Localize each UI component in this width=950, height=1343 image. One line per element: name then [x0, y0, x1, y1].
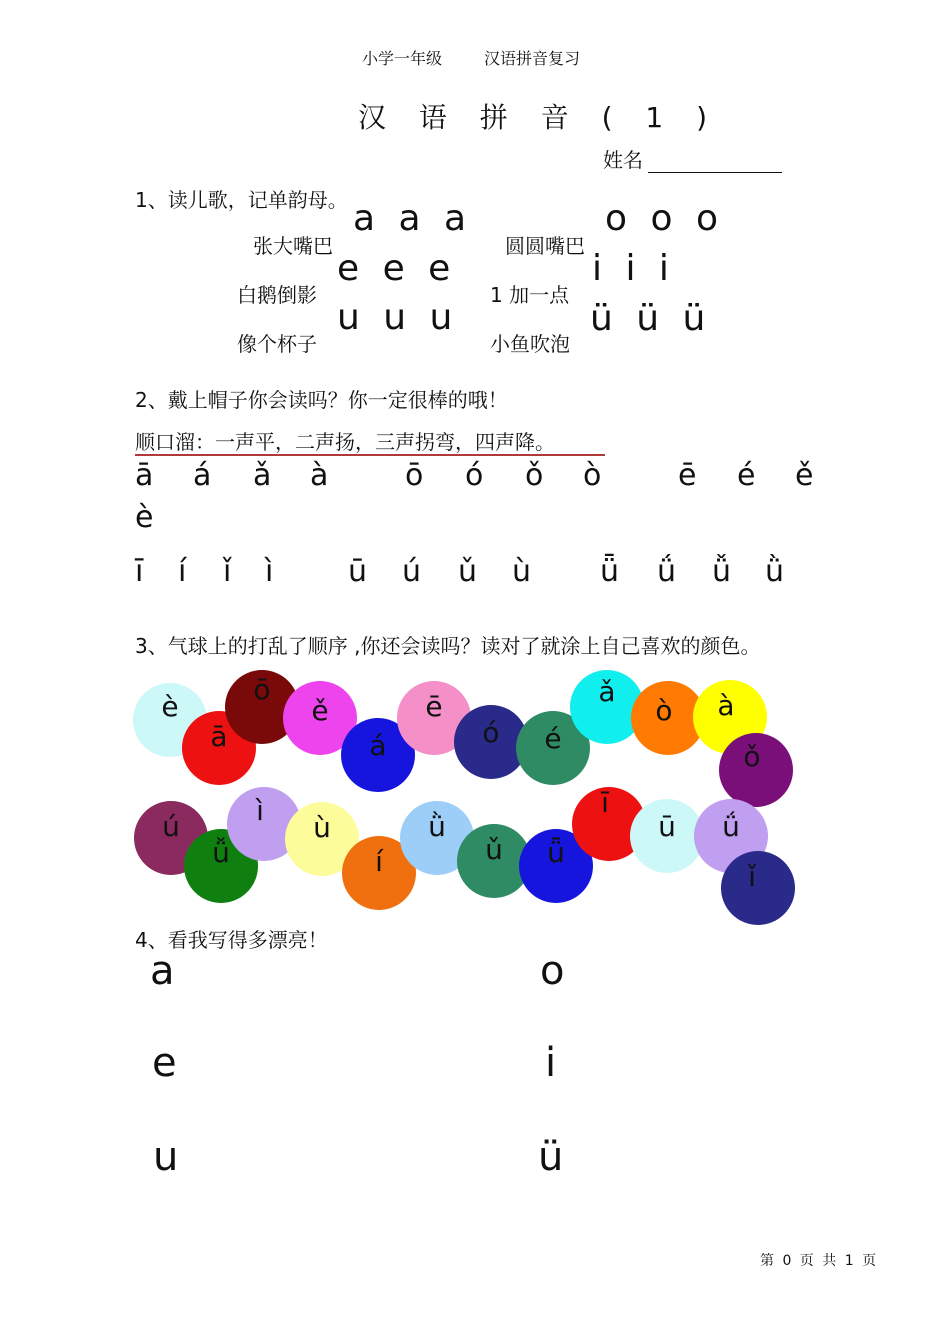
- balloon-label: ó: [482, 716, 500, 749]
- chant-vowels-a: a a a: [353, 198, 473, 239]
- balloon-label: ǘ: [722, 810, 740, 843]
- tone-mark: ǐ: [223, 554, 232, 589]
- balloon-label: ā: [210, 720, 228, 753]
- chant-phrase-i: 1 加一点: [490, 283, 570, 307]
- write-letter-v: ü: [538, 1134, 564, 1180]
- write-letter-u: u: [153, 1134, 179, 1180]
- tone-mark: á: [193, 458, 212, 493]
- chant-vowels-i: i i i: [592, 248, 675, 289]
- tone-mark: ě: [795, 458, 814, 493]
- balloon-label: á: [369, 729, 387, 762]
- balloon-label: ò: [655, 694, 673, 727]
- header-subject: 汉语拼音复习: [484, 49, 581, 68]
- tone-mark: ù: [512, 554, 532, 589]
- tone-mark: ā: [135, 458, 154, 493]
- chant-vowels-v: ü ü ü: [590, 298, 712, 339]
- balloon-label: í: [375, 845, 383, 878]
- tone-mark: ē: [678, 458, 697, 493]
- tone-mark: ó: [465, 458, 484, 493]
- write-letter-o: o: [540, 948, 565, 994]
- tone-mark: ǚ: [712, 554, 732, 589]
- balloon-label: é: [544, 722, 562, 755]
- tone-mark: ǔ: [458, 554, 478, 589]
- page-title: 汉 语 拼 音 ( 1 ): [358, 101, 720, 134]
- tone-mark: ú: [402, 554, 422, 589]
- tone-mark: ì: [265, 554, 274, 589]
- write-letter-i: i: [545, 1040, 557, 1086]
- chant-vowels-e: e e e: [337, 248, 457, 289]
- tone-rhyme: 顺口溜：一声平，二声扬，三声拐弯，四声降。: [135, 430, 555, 454]
- balloon-label: à: [717, 689, 735, 722]
- chant-phrase-o: 圆圆嘴巴: [505, 234, 585, 258]
- chant-vowels-u: u u u: [337, 297, 459, 338]
- balloon-label: ǖ: [547, 836, 565, 869]
- section4-heading: 4、看我写得多漂亮！: [135, 928, 328, 952]
- balloon-label: è: [161, 690, 179, 723]
- section3-heading: 3、气球上的打乱了顺序 ,你还会读吗？读对了就涂上自己喜欢的颜色。: [135, 634, 761, 658]
- balloon-label: ǜ: [428, 810, 446, 843]
- section1-heading: 1、读儿歌，记单韵母。: [135, 188, 348, 212]
- tone-mark: à: [310, 458, 329, 493]
- tone-mark: ū: [348, 554, 368, 589]
- balloon-label: ǒ: [743, 740, 761, 773]
- write-letter-a: a: [150, 948, 175, 994]
- tone-mark: ō: [405, 458, 424, 493]
- balloon-label: ū: [658, 810, 676, 843]
- chant-phrase-u: 像个杯子: [237, 332, 317, 356]
- tone-mark: ǒ: [525, 458, 544, 493]
- balloon-label: ō: [253, 673, 271, 706]
- balloon-label: ì: [256, 794, 264, 827]
- tone-mark: ǖ: [600, 554, 620, 589]
- tone-mark: ò: [583, 458, 602, 493]
- balloon-label: ě: [311, 694, 329, 727]
- chant-vowels-o: o o o: [605, 198, 724, 239]
- tone-mark: ǜ: [765, 554, 785, 589]
- balloon-label: ǎ: [598, 675, 616, 708]
- chant-phrase-e: 白鹅倒影: [237, 283, 317, 307]
- rhyme-underline: [135, 454, 605, 456]
- balloon-label: ī: [601, 786, 609, 819]
- tone-mark: ǘ: [657, 554, 677, 589]
- tone-mark: è: [135, 500, 154, 535]
- header-grade: 小学一年级: [362, 49, 443, 68]
- name-field-line[interactable]: [648, 172, 782, 173]
- balloon-label: ē: [425, 690, 443, 723]
- section2-heading: 2、戴上帽子你会读吗？你一定很棒的哦！: [135, 388, 508, 412]
- page-footer: 第 0 页 共 1 页: [760, 1253, 879, 1269]
- tone-mark: é: [737, 458, 756, 493]
- balloon-label: ǐ: [748, 860, 756, 893]
- balloon-label: ǚ: [212, 836, 230, 869]
- tone-mark: ī: [135, 554, 144, 589]
- tone-mark: ǎ: [253, 458, 272, 493]
- tone-mark: í: [178, 554, 187, 589]
- balloon-label: ù: [313, 811, 331, 844]
- write-letter-e: e: [152, 1040, 177, 1086]
- name-label: 姓名: [603, 148, 643, 172]
- balloon-label: ǔ: [485, 833, 503, 866]
- chant-phrase-a: 张大嘴巴: [253, 234, 333, 258]
- chant-phrase-v: 小鱼吹泡: [490, 332, 570, 356]
- balloon-label: ú: [162, 810, 180, 843]
